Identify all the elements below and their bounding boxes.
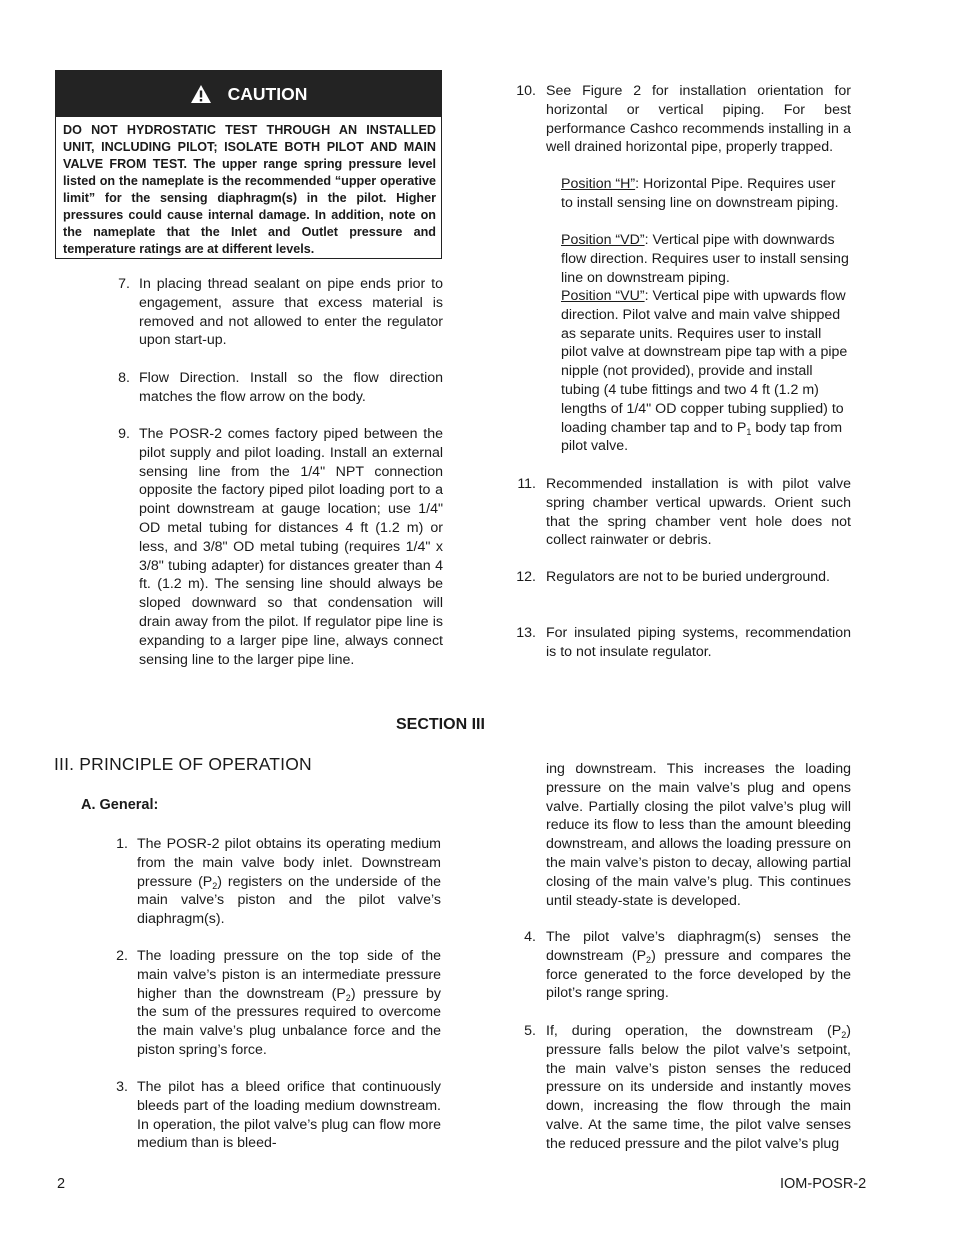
- position-h-label: Position “H”: [561, 176, 636, 192]
- item-text: The pilot has a bleed orifice that continuously bleeds part of the loading medium downstream. In operation, the pilot valve’s plug can flow more medium than is bleed-: [137, 1079, 441, 1152]
- position-h: [561, 175, 851, 213]
- item-number: 5.: [524, 1023, 536, 1039]
- caution-header: [56, 71, 441, 117]
- item-text: For insulated piping systems, recommendation is to not insulate regulator.: [546, 625, 851, 660]
- item-text: ing downstream. This increases the loading pressure on the main valve’s plug and opens valve. Partially closing the pilot valve’s plug will reduce its flow to less than the amount bleeding downstream, and allows the loading pressure on the main valve’s piston to decay, allowing partial closing of the main valve’s plug. This continues until steady-state is developed.: [546, 761, 851, 909]
- item-text-b: ) pressure falls below the pilot valve’s setpoint, the main valve’s piston senses the reduced pressure on its underside and instantly moves down, increasing the flow through the main valve. At the same time, the pilot valve senses the reduced pressure and the pilot valve’s plug: [546, 1023, 851, 1152]
- item-text: [137, 947, 441, 1060]
- position-vu: [561, 287, 851, 456]
- item-number: 1.: [116, 836, 128, 852]
- item-text: [546, 1022, 851, 1154]
- position-vd: [561, 231, 851, 287]
- item-text-b: ) pressure by the sum of the pressures required to overcome the main valve’s plug unbalance force and the piston spring’s force.: [137, 985, 441, 1058]
- position-vd-text: : Vertical pipe with downwards flow direction. Requires user to install sensing line on downstream piping.: [561, 232, 849, 286]
- caution-text: DO NOT HYDROSTATIC TEST THROUGH AN INSTALLED UNIT, INCLUDING PILOT; ISOLATE BOTH PILOT AND MAIN VALVE FROM TEST. The upper range spring pressure level listed on the nameplate is the recommended “upper operative limit” for the sensing diaphragm(s) in the pilot. Higher pressures could cause internal damage. In addition, note on the nameplate that the Inlet and Outlet pressure and temperature ratings are at different levels.: [63, 123, 436, 256]
- caution-box: [55, 70, 442, 259]
- position-vu-label: Position “VU”: [561, 288, 645, 304]
- item-text-b: ) pressure and compares the force generated to the force developed by the pilot’s range spring.: [546, 947, 851, 1002]
- item-number: 11.: [517, 476, 536, 492]
- item-number: 10.: [516, 83, 536, 99]
- item-number: 2.: [116, 948, 128, 964]
- caution-title: CAUTION: [227, 83, 308, 104]
- item-number: 4.: [524, 929, 536, 945]
- subsection-heading: A. General:: [81, 797, 159, 813]
- item-number: 9.: [118, 426, 130, 442]
- page-number: 2: [57, 1176, 66, 1192]
- subscript: 2: [212, 880, 218, 891]
- item-text: Regulators are not to be buried underground.: [546, 569, 830, 585]
- subscript: 2: [646, 954, 652, 965]
- section-heading: SECTION III: [396, 716, 485, 733]
- item-number: 7.: [118, 276, 130, 292]
- item-text: [546, 928, 851, 1003]
- item-text: The POSR-2 comes factory piped between the pilot supply and pilot loading. Install an external sensing line from the 1/4" NPT connection opposite the factory piped pilot loading port to a point downstream at gauge location; use 1/4" OD metal tubing for distances 4 ft (1.2 m) or less, and 3/8" OD metal tubing (requires 1/4" x 3/8" tubing adapter) for distances greater than 4 ft. (1.2 m). The sensing line should always be sloped downward so that condensation will drain away from the pilot. If regulator pipe line is expanding to a larger pipe line, always connect sensing line to the larger pipe line.: [139, 426, 443, 668]
- position-h-text: : Horizontal Pipe. Requires user to install sensing line on downstream piping.: [561, 176, 839, 211]
- document-id: IOM-POSR-2: [780, 1176, 867, 1192]
- item-text-a: The loading pressure on the top side of the main valve’s piston is an intermediate pressure higher than the downstream (P: [137, 948, 441, 1002]
- subscript: 2: [345, 992, 351, 1003]
- item-text-a: If, during operation, the downstream (P: [546, 1023, 842, 1039]
- item-text: [137, 835, 441, 929]
- item-text: See Figure 2 for installation orientation for horizontal or vertical piping. For best performance Cashco recommends installing in a well drained horizontal pipe, properly trapped.: [546, 83, 851, 156]
- item-text: Recommended installation is with pilot valve spring chamber vertical upwards. Orient such that the spring chamber vent hole does not collect rainwater or debris.: [546, 476, 851, 549]
- item-number: 8.: [118, 370, 130, 386]
- item-number: 12.: [516, 569, 536, 585]
- item-text: In placing thread sealant on pipe ends prior to engagement, assure that excess material is removed and not allowed to enter the regulator upon start-up.: [139, 276, 443, 349]
- item-text-b: ) registers on the underside of the main valve’s piston and the pilot valve’s diaphragm(s).: [137, 873, 442, 928]
- subscript: 2: [841, 1030, 847, 1040]
- position-vd-label: Position “VD”: [561, 232, 645, 248]
- item-text-a: The POSR-2 pilot obtains its operating medium from the main valve body inlet. Downstream pressure (P: [137, 836, 441, 890]
- item-text-a: The pilot valve’s diaphragm(s) senses the downstream (P: [546, 929, 851, 964]
- item-number: 3.: [116, 1079, 128, 1095]
- section-title: III. PRINCIPLE OF OPERATION: [54, 754, 312, 774]
- position-vu-text: : Vertical pipe with upwards flow direction. Pilot valve and main valve shipped as separate units. Requires user to install pilot valve at downstream pipe tap with a pipe nipple (not provided), provide and install tubing (4 tube fittings and two 4 ft (1.2 m) lengths of 1/4" OD copper tubing supplied) to loading chamber tap and to P: [561, 288, 848, 436]
- item-number: 13.: [516, 625, 536, 641]
- warning-triangle-icon: [190, 84, 212, 104]
- item-text: Flow Direction. Install so the flow direction matches the flow arrow on the body.: [139, 370, 443, 405]
- position-vu-text-end: body tap from pilot valve.: [561, 419, 843, 455]
- subscript: 1: [746, 426, 752, 437]
